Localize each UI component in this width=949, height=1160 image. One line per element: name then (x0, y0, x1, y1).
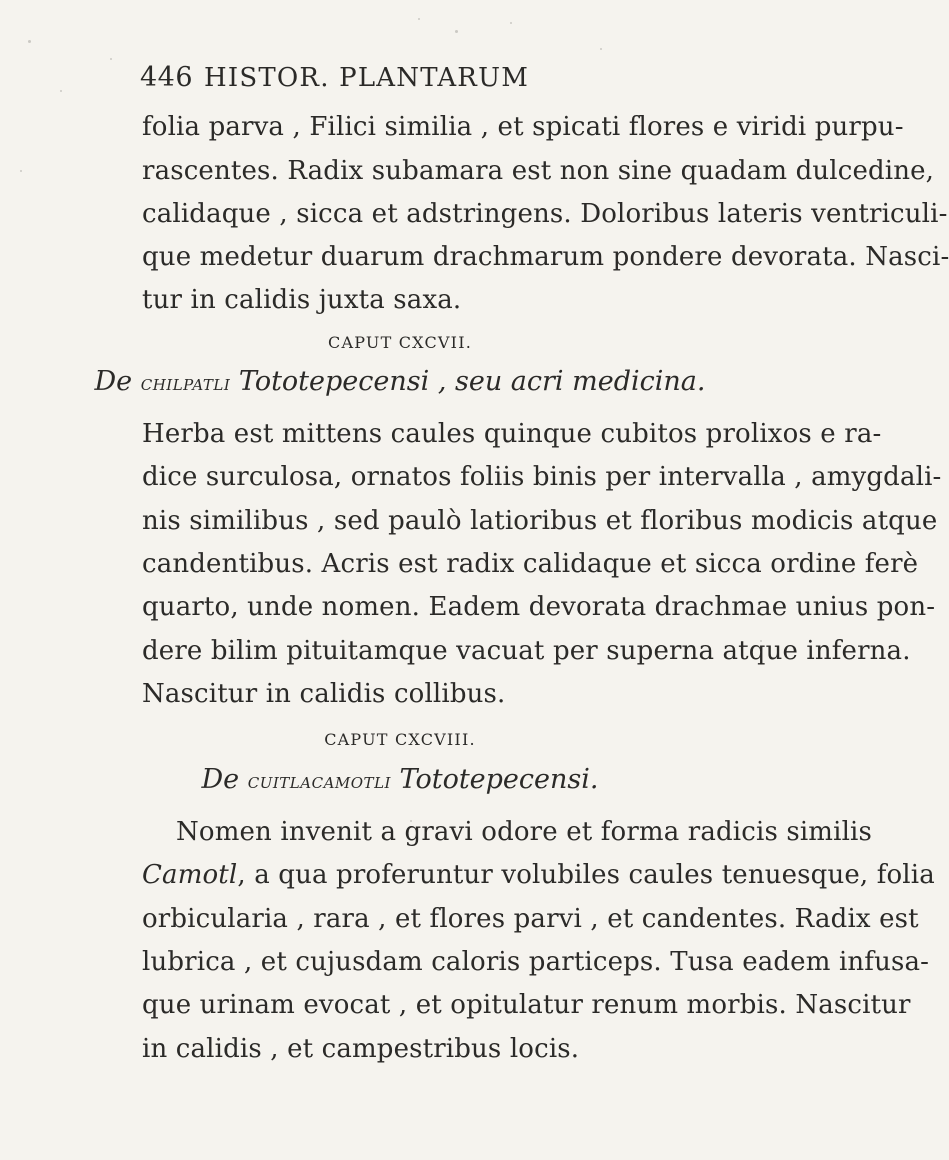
plant-name: cuitlacamotli (247, 769, 391, 793)
text-line: dice surculosa, ornatos foliis binis per intervalla , amygdali- (142, 462, 942, 492)
chapter-label: CAPUT CXCVII. (328, 333, 472, 352)
title-prefix: De (94, 366, 133, 397)
title-suffix: Tototepecensi. (399, 764, 599, 795)
text-line: que urinam evocat , et opitulatur renum morbis. Nascitur (142, 990, 911, 1020)
italic-word: Camotl (142, 860, 238, 890)
text-line: Nascitur in calidis collibus. (142, 679, 506, 709)
text-line: calidaque , sicca et adstringens. Doloribus lateris ventriculi- (142, 199, 948, 229)
plant-name: chilpatli (140, 371, 231, 395)
text-span: , a qua proferuntur volubiles caules tenuesque, folia (237, 860, 935, 890)
text-line: orbicularia , rara , et flores parvi , et candentes. Radix est (142, 904, 919, 934)
text-line (142, 860, 935, 890)
chapter-title (0, 764, 800, 795)
text-line: candentibus. Acris est radix calidaque et sicca ordine ferè (142, 549, 919, 579)
running-head: HISTOR. PLANTARUM (204, 63, 530, 93)
text-line: quarto, unde nomen. Eadem devorata drachmae unius pon- (142, 592, 936, 622)
text-line: tur in calidis juxta saxa. (142, 285, 462, 315)
page-number: 446 (140, 62, 194, 93)
page-header (140, 62, 560, 102)
text-line: Nomen invenit a gravi odore et forma radicis similis (176, 817, 872, 847)
text-line: folia parva , Filici similia , et spicati flores e viridi purpu- (142, 112, 904, 142)
text-line: rascentes. Radix subamara est non sine quadam dulcedine, (142, 156, 935, 186)
title-prefix: De (201, 764, 240, 795)
text-line: lubrica , et cujusdam caloris particeps. Tusa eadem infusa- (142, 947, 930, 977)
text-line: que medetur duarum drachmarum pondere devorata. Nasci- (142, 242, 949, 272)
chapter-label: CAPUT CXCVIII. (324, 730, 476, 749)
text-line: Herba est mittens caules quinque cubitos prolixos e ra- (142, 419, 882, 449)
text-line: in calidis , et campestribus locis. (142, 1034, 580, 1064)
text-line: dere bilim pituitamque vacuat per superna atque inferna. (142, 636, 911, 666)
text-line: nis similibus , sed paulò latioribus et floribus modicis atque (142, 506, 938, 536)
chapter-title (0, 366, 800, 397)
title-suffix: Tototepecensi , seu acri medicina. (238, 366, 706, 397)
